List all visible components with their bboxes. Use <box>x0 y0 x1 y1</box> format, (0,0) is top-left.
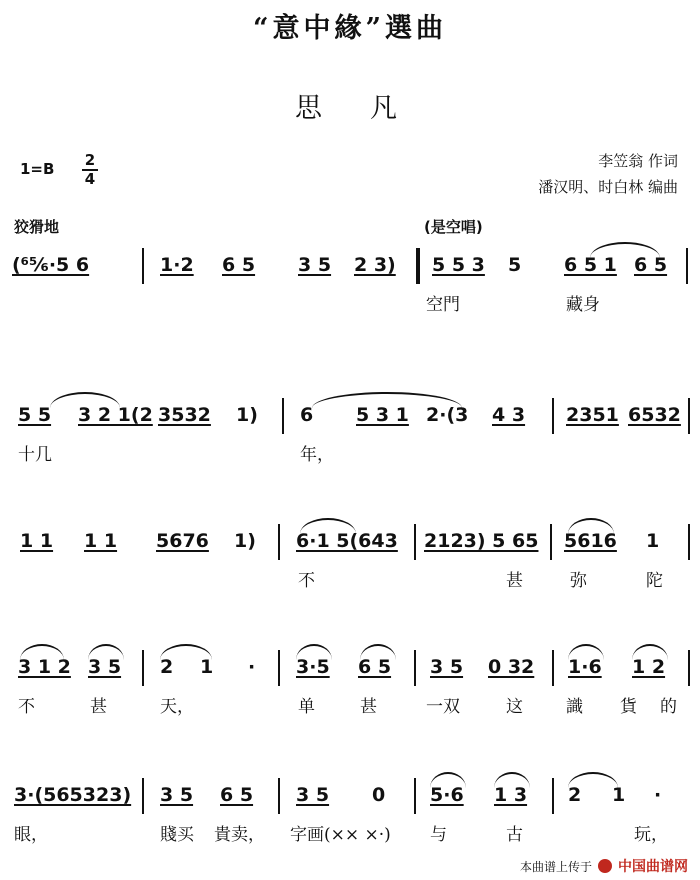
notation-line <box>0 650 700 684</box>
lyric: 一双 <box>426 697 460 717</box>
bar-line <box>142 248 144 284</box>
lyric: 不 <box>298 571 315 591</box>
note-group: 3 5 <box>296 784 330 806</box>
note-group: 1 3 <box>494 784 528 806</box>
notation-line <box>0 398 700 432</box>
lyric: 藏身 <box>566 295 600 315</box>
lyric: 十几 <box>18 445 52 465</box>
lyric-line <box>0 440 700 464</box>
note-group: 5616 <box>564 530 617 552</box>
note-group: 1·2 <box>160 254 194 276</box>
composer-credit: 潘汉明、时白林 编曲 <box>538 178 678 196</box>
note-group: 2 <box>160 656 174 678</box>
bar-line <box>414 524 416 560</box>
lyric: 甚 <box>506 571 523 591</box>
note-group: · <box>654 784 662 806</box>
lyric: 单 <box>298 697 315 717</box>
note-group: 3 2 1(2 <box>78 404 153 426</box>
note-group: 5 5 3 <box>432 254 485 276</box>
note-group: 2351 <box>566 404 619 426</box>
note-group: 3 5 <box>160 784 194 806</box>
note-group: 1 <box>612 784 626 806</box>
bar-line <box>552 650 554 686</box>
score-line-4 <box>0 650 700 717</box>
lyric: 玩， <box>634 825 668 845</box>
note-group: 6 5 <box>358 656 392 678</box>
note-group: 1 <box>200 656 214 678</box>
page-title: “意中緣”選曲 <box>252 13 448 44</box>
note-group: 5 5 <box>18 404 52 426</box>
lyric: 弥 <box>570 571 587 591</box>
note-group: 1 2 <box>632 656 666 678</box>
notation-line <box>0 524 700 558</box>
lyricist-credit: 李笠翁 作词 <box>598 152 678 170</box>
site-logo-icon <box>598 859 612 873</box>
bar-line <box>416 248 420 284</box>
score-line-2 <box>0 398 700 465</box>
footer <box>520 856 688 876</box>
lyric: 这 <box>506 697 523 717</box>
bar-line <box>688 398 690 434</box>
bar-line <box>686 248 688 284</box>
lyric: 貨 <box>620 697 637 717</box>
singing-direction: (是空唱) <box>424 218 483 236</box>
lyric: 甚 <box>90 697 107 717</box>
note-group: 1 <box>646 530 660 552</box>
time-signature <box>82 152 98 188</box>
note-group: 6 5 <box>634 254 668 276</box>
lyric-line <box>0 692 700 716</box>
site-name-link[interactable]: 中国曲谱网 <box>618 859 688 875</box>
bar-line <box>278 650 280 686</box>
lyric: 的 <box>660 697 677 717</box>
note-group: 1 1 <box>20 530 54 552</box>
note-group: 5676 <box>156 530 209 552</box>
lyric: 陀 <box>646 571 663 591</box>
note-group: 6·1 5(643 <box>296 530 398 552</box>
lyric: 字画(×× ×·) <box>290 825 391 845</box>
note-group: 3 1 2 <box>18 656 71 678</box>
note-group: 5·6 <box>430 784 464 806</box>
key-signature: 1=B <box>20 160 55 178</box>
note-group: 0 32 <box>488 656 535 678</box>
bar-line <box>278 524 280 560</box>
note-group: 0 <box>372 784 386 806</box>
lyric: 天， <box>160 697 194 717</box>
note-group: · <box>248 656 256 678</box>
bar-line <box>282 398 284 434</box>
lyric-line <box>0 566 700 590</box>
note-group: 5 <box>508 254 522 276</box>
notation-line <box>0 248 700 282</box>
note-group: 6 <box>300 404 314 426</box>
time-signature-top: 2 <box>82 152 98 171</box>
note-group: 1) <box>236 404 258 426</box>
note-group: 3 5 <box>88 656 122 678</box>
lyric: 空門 <box>426 295 460 315</box>
note-group: 1 1 <box>84 530 118 552</box>
lyric: 古 <box>506 825 523 845</box>
lyric: 貴卖， <box>214 825 265 845</box>
bar-line <box>414 778 416 814</box>
score-line-3 <box>0 524 700 591</box>
lyric: 甚 <box>360 697 377 717</box>
score-line-1 <box>0 248 700 315</box>
note-group: 5 3 1 <box>356 404 409 426</box>
time-signature-bottom: 4 <box>84 170 96 188</box>
lyric: 眼， <box>14 825 48 845</box>
bar-line <box>550 524 552 560</box>
bar-line <box>414 650 416 686</box>
upload-note: 本曲谱上传于 <box>519 859 592 874</box>
bar-line <box>688 524 690 560</box>
bar-line <box>688 650 690 686</box>
note-group: 6532 <box>628 404 681 426</box>
note-group: 3 5 <box>430 656 464 678</box>
score-line-5 <box>0 778 700 845</box>
notation-line <box>0 778 700 812</box>
bar-line <box>552 778 554 814</box>
tempo-marking: 狡猾地 <box>14 218 60 236</box>
lyric: 識 <box>566 697 583 717</box>
note-group: 3 5 <box>298 254 332 276</box>
lyric-line <box>0 820 700 844</box>
lyric: 不 <box>18 697 35 717</box>
note-group: 6 5 <box>222 254 256 276</box>
note-group: 4 3 <box>492 404 526 426</box>
note-group: 6 5 <box>220 784 254 806</box>
note-group: 2·(3 <box>426 404 469 426</box>
note-group: 3·(565323) <box>14 784 132 806</box>
note-group: 3·5 <box>296 656 330 678</box>
note-group: 6 5 1 <box>564 254 617 276</box>
note-group: 1) <box>234 530 256 552</box>
note-group: 2 <box>568 784 582 806</box>
lyric: 年， <box>300 445 334 465</box>
note-group: 2123) 5 65 <box>424 530 539 552</box>
bar-line <box>142 650 144 686</box>
note-group: 3532 <box>158 404 211 426</box>
lyric-line <box>0 290 700 314</box>
note-group: (⁶⁵⁄₆·5 6 <box>12 254 90 276</box>
bar-line <box>142 778 144 814</box>
lyric: 賤买 <box>160 825 194 845</box>
bar-line <box>552 398 554 434</box>
lyric: 与 <box>430 825 447 845</box>
song-title: 思凡 <box>295 93 445 124</box>
note-group: 1·6 <box>568 656 602 678</box>
note-group: 2 3) <box>354 254 396 276</box>
bar-line <box>278 778 280 814</box>
